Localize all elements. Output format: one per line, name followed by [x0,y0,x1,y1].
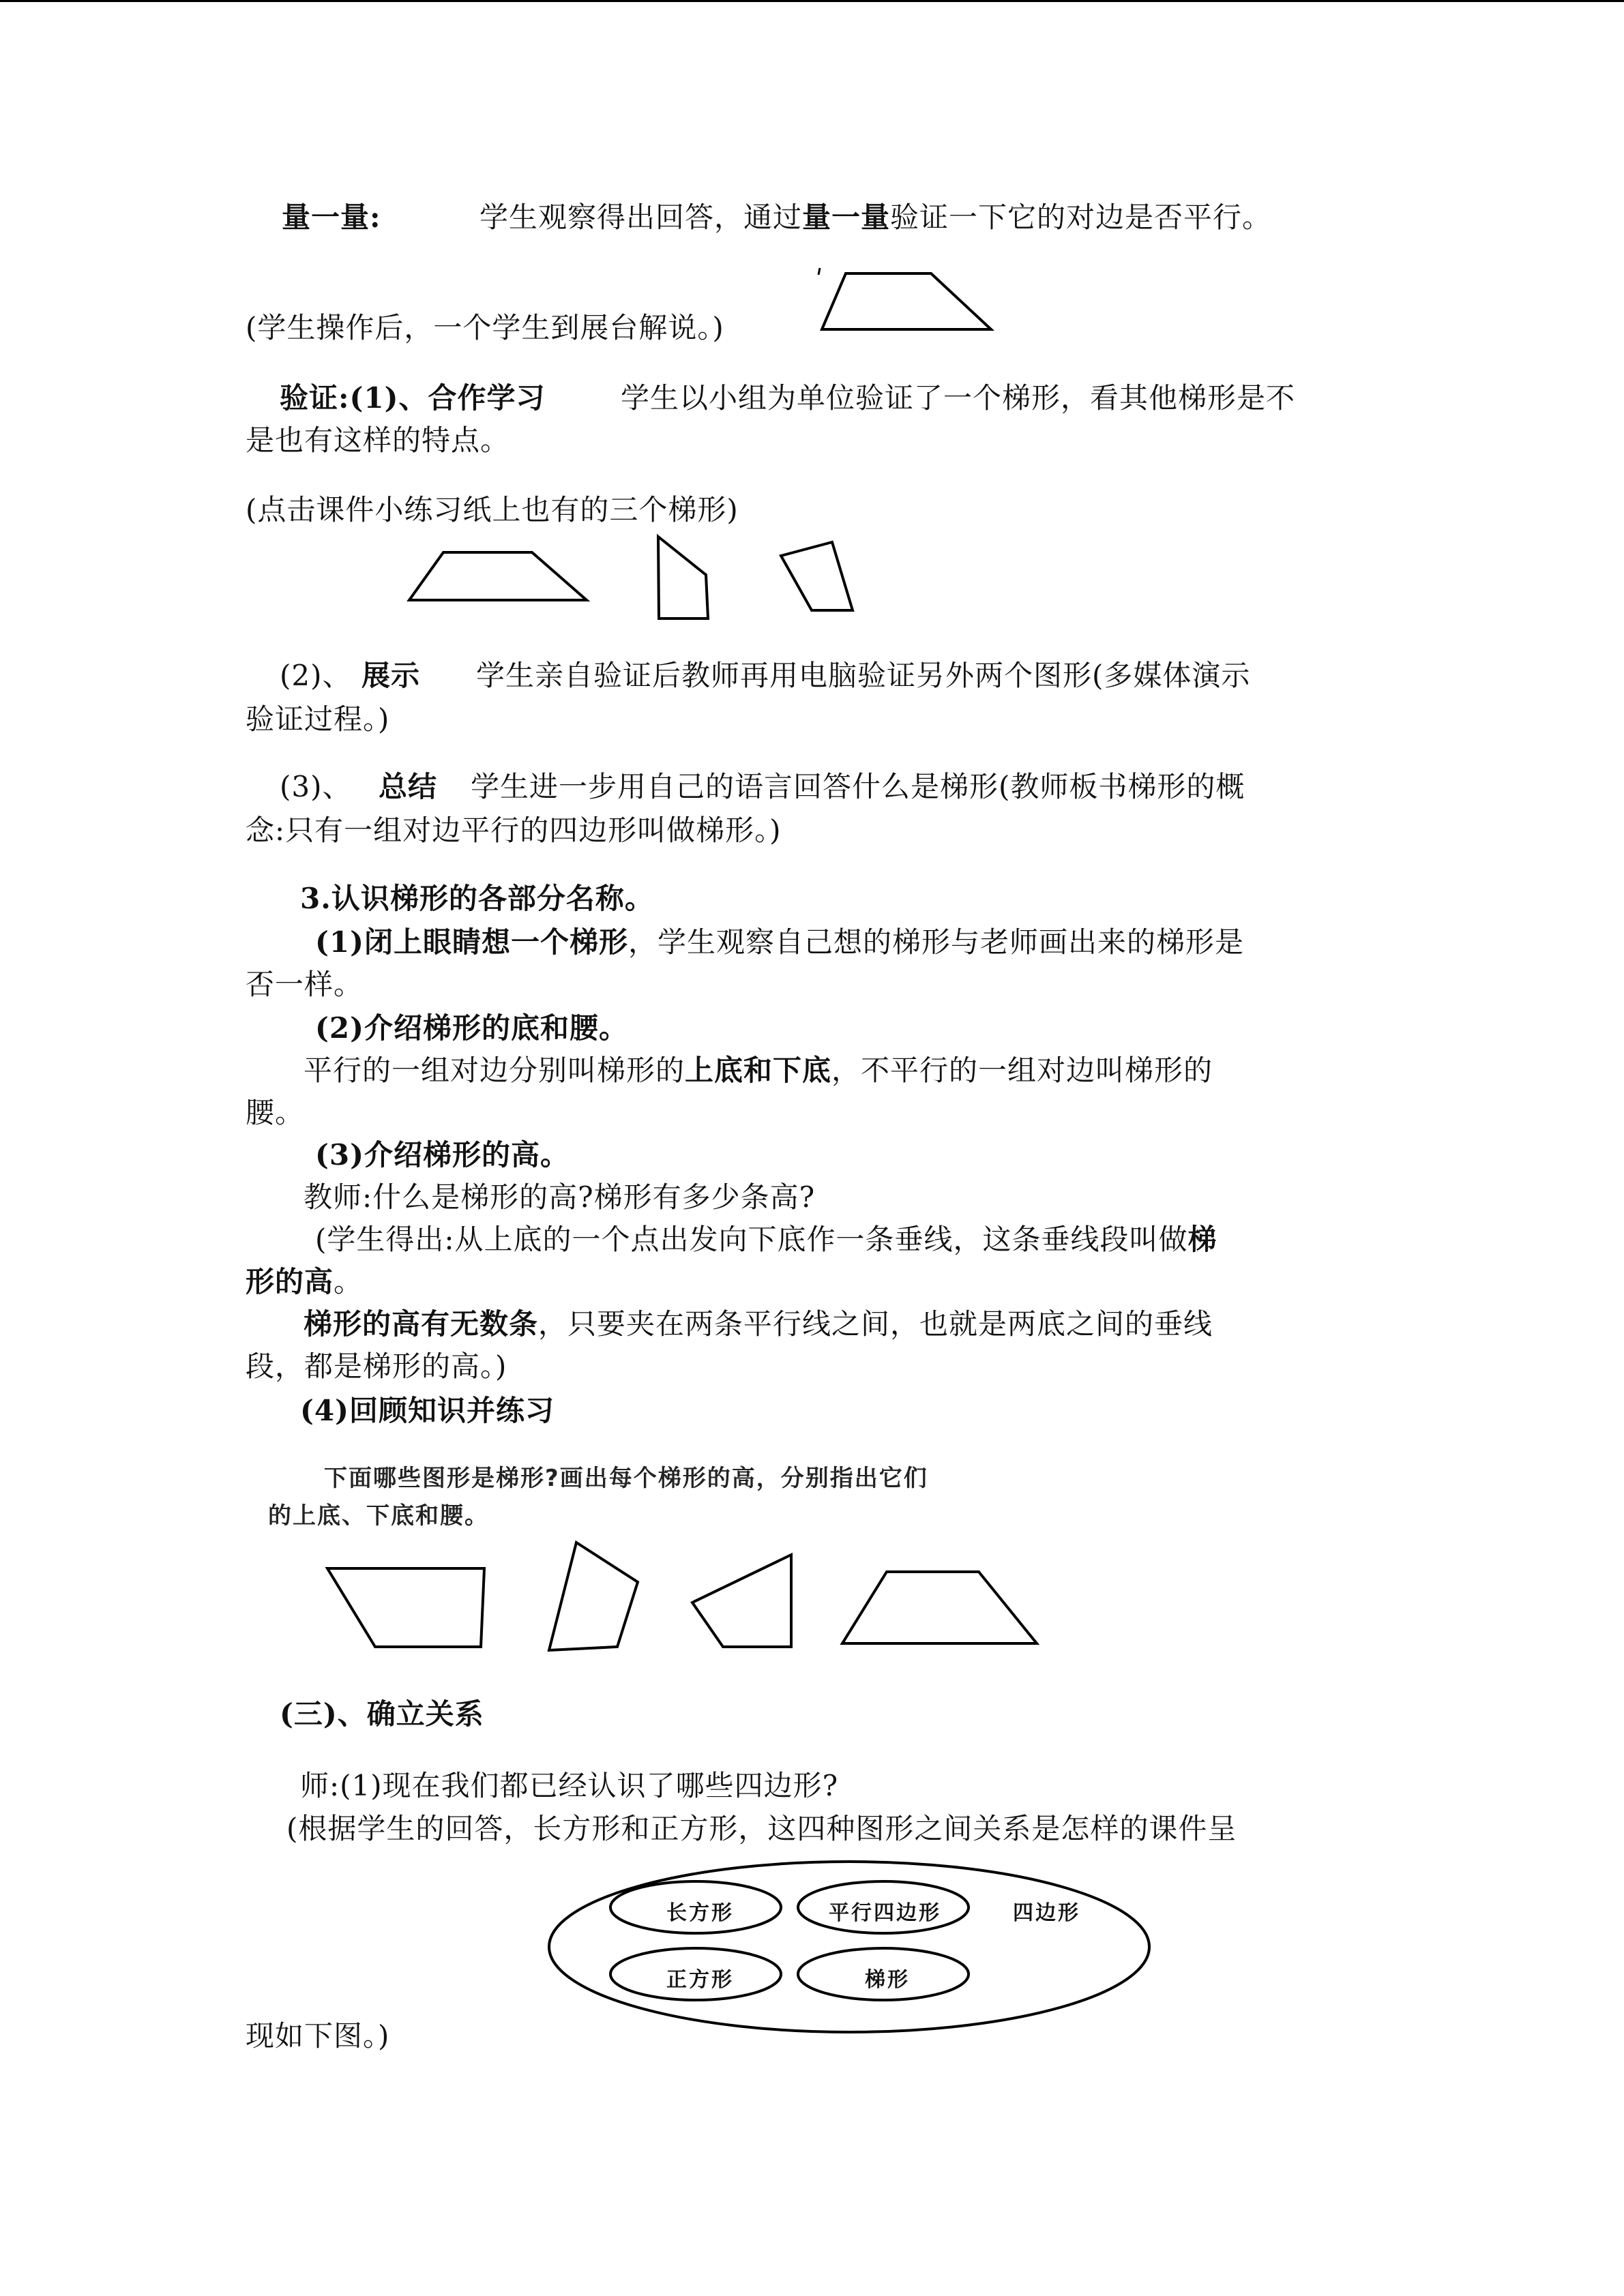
item3-infinite-bold: 梯形的高有无数条 [304,1307,539,1341]
quadrilateral-relationship-diagram [542,1858,1156,2039]
section4-heading: (三)、确立关系 [280,1697,484,1731]
p4-text: (点击课件小练习纸上也有的三个梯形) [246,493,739,526]
item3-infinite [304,1301,1213,1347]
item1-bold: (1)闭上眼睛想一个梯形 [315,925,628,959]
p3-label: 验证:(1)、合作学习 [280,381,546,415]
trapezoid-figure-1 [808,263,999,344]
three-trapezoids-figure [396,528,873,631]
item3-answer-cont [246,1259,363,1305]
item3-infinite-cont: 段，都是梯形的高。) [246,1350,507,1383]
p2-text: (学生操作后，一个学生到展台解说。) [246,311,724,344]
exercise-line2: 的上底、下底和腰。 [268,1502,489,1530]
item3-answer [315,1217,1217,1263]
p1-label: 量一量: [282,200,381,234]
p1-text-b: 验证一下它的对边是否平行。 [890,200,1272,234]
item2-bold: 上底和下底 [685,1054,832,1087]
item1-cont: 否一样。 [246,968,364,1001]
diagram-label-quadrilateral: 四边形 [1013,1901,1080,1925]
item3-answer-bold: 梯 [1187,1223,1217,1256]
item2-cont: 腰。 [246,1096,305,1129]
item2-text-b: ，不平行的一组对边叫梯形的 [831,1054,1213,1087]
diagram-label-trapezoid: 梯形 [865,1968,910,1992]
item3-infinite-text: ，只要夹在两条平行线之间，也就是两底之间的垂线 [538,1307,1213,1341]
p6-prefix: (3)、 [280,770,352,803]
item3-question: 教师:什么是梯形的高?梯形有多少条高? [304,1180,816,1214]
p6-text-b: 念:只有一组对边平行的四边形叫做梯形。) [246,814,782,847]
exercise-line1: 下面哪些图形是梯形?画出每个梯形的高，分别指出它们 [324,1465,928,1492]
p6-text-a: 学生进一步用自己的语言回答什么是梯形(教师板书梯形的概 [471,770,1245,803]
p5-label: 展示 [361,659,421,692]
p3-text-a: 学生以小组为单位验证了一个梯形，看其他梯形是不 [621,381,1296,415]
item2-line [304,1047,1213,1094]
item3-answer-cont-bold: 形的高 [246,1265,334,1298]
item3-answer-text: (学生得出:从上底的一个点出发向下底作一条垂线，这条垂线段叫做 [315,1223,1188,1256]
exercise-shapes-figure [314,1534,1071,1664]
item4-heading: (4)回顾知识并练习 [300,1394,555,1427]
top-border [0,0,1624,2]
item3-heading: (3)介绍梯形的高。 [315,1138,570,1172]
p5-text-b: 验证过程。) [246,702,390,736]
item2-heading: (2)介绍梯形的底和腰。 [315,1011,628,1045]
diagram-label-rectangle: 长方形 [666,1901,734,1925]
section4-line1: 师:(1)现在我们都已经认识了哪些四边形? [300,1769,839,1802]
section3-heading: 3.认识梯形的各部分名称。 [300,882,654,915]
item2-text-a: 平行的一组对边分别叫梯形的 [304,1054,685,1087]
diagram-label-square: 正方形 [666,1968,734,1992]
item1-text: ，学生观察自己想的梯形与老师画出来的梯形是 [628,925,1244,959]
p5-text-a: 学生亲自验证后教师再用电脑验证另外两个图形(多媒体演示 [476,659,1251,692]
p1-text-a: 学生观察得出回答，通过 [479,200,803,234]
item1-line [315,919,1244,966]
p6-label: 总结 [379,770,438,803]
p1-text-bold: 量一量 [802,200,891,234]
section4-line3: 现如下图。) [246,2019,390,2053]
p5-prefix: (2)、 [280,659,352,692]
section4-line2: (根据学生的回答，长方形和正方形，这四种图形之间关系是怎样的课件呈 [286,1812,1237,1845]
p1-text [479,194,1271,241]
diagram-label-parallelogram: 平行四边形 [829,1901,941,1925]
item3-answer-end: 。 [334,1265,364,1298]
p3-text-b: 是也有这样的特点。 [246,423,510,457]
